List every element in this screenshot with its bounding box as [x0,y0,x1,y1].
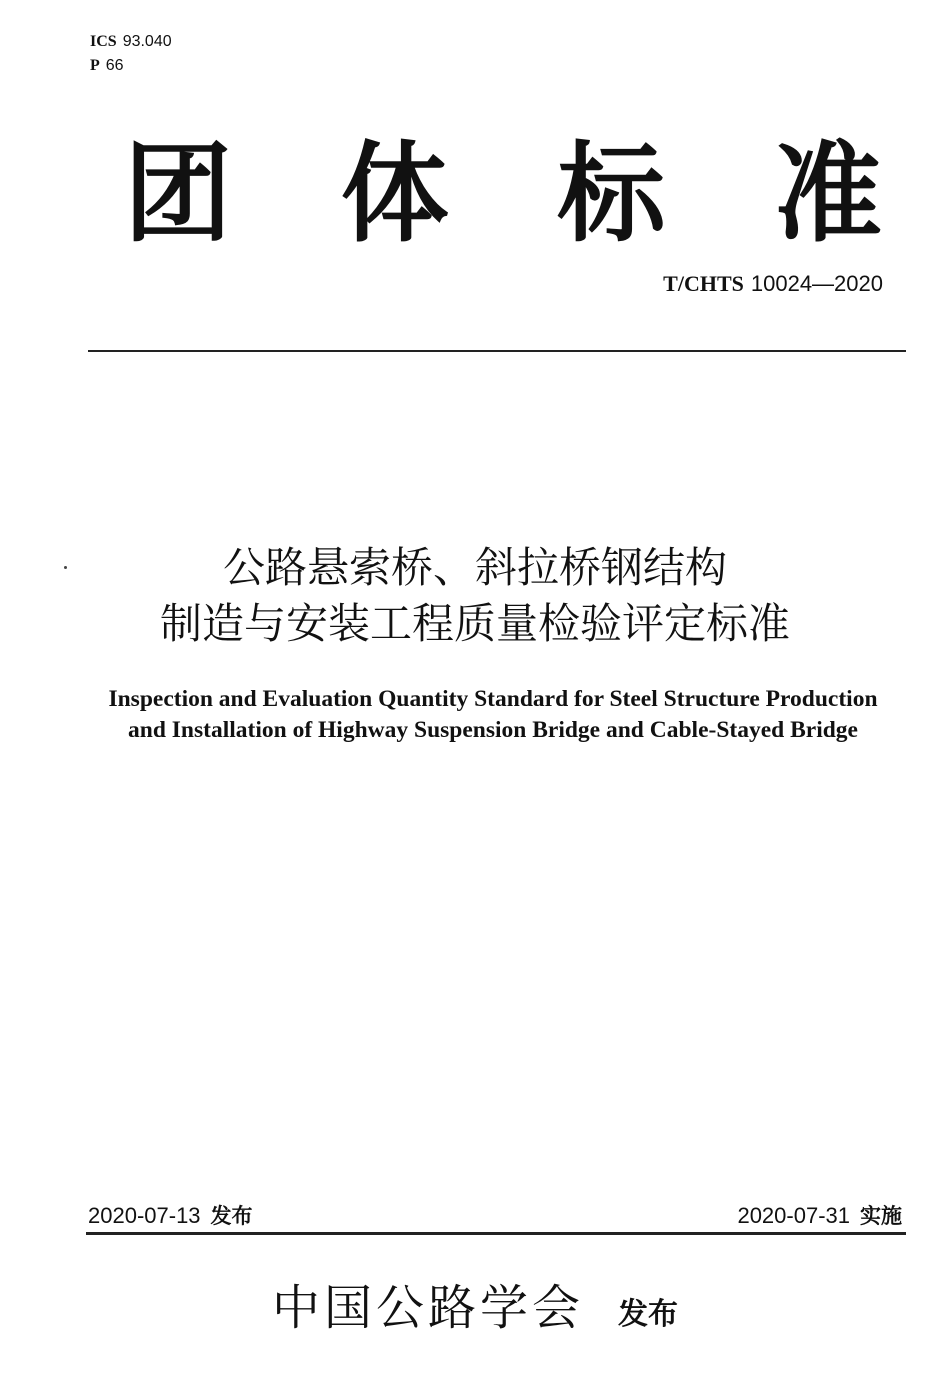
ccs-label: P [90,57,100,74]
classification-codes [90,30,172,78]
issuer-name: 中国公路学会 [271,1280,584,1336]
effective-label: 实施 [860,1204,902,1228]
ics-code-row [90,30,172,54]
standard-code: 10024—2020 [750,271,883,296]
heading-char-3: 标 [557,132,666,257]
issuer-line [0,1278,950,1349]
ics-number: 93.040 [122,33,172,50]
english-title [40,684,946,746]
issuer-label: 发布 [618,1297,678,1332]
heading-char-4: 准 [773,132,882,257]
standard-number [663,270,883,299]
top-divider [88,350,906,352]
document-type-heading [118,132,888,257]
heading-char-2: 体 [340,132,449,257]
ccs-number: 66 [105,57,124,74]
chinese-title-line-2: 制造与安装工程质量检验评定标准 [159,599,790,648]
ics-label: ICS [90,33,117,50]
english-title-line-2: and Installation of Highway Suspension Bridge and Cable-Stayed Bridge [128,717,858,743]
effective-date: 2020-07-31 [737,1203,850,1228]
heading-char-1: 团 [123,132,232,257]
english-title-line-1: Inspection and Evaluation Quantity Standard for Steel Structure Production [108,686,878,712]
standard-prefix: T/CHTS [663,271,744,296]
chinese-title-line-1: 公路悬索桥、斜拉桥钢结构 [222,543,727,592]
dates-row [88,1200,904,1232]
issue-date-block [88,1200,253,1233]
issue-label: 发布 [210,1204,253,1228]
bottom-divider [86,1232,906,1235]
effective-date-block [737,1200,902,1233]
issue-date: 2020-07-13 [88,1203,201,1228]
ccs-code-row [90,54,172,78]
chinese-title [60,540,890,652]
